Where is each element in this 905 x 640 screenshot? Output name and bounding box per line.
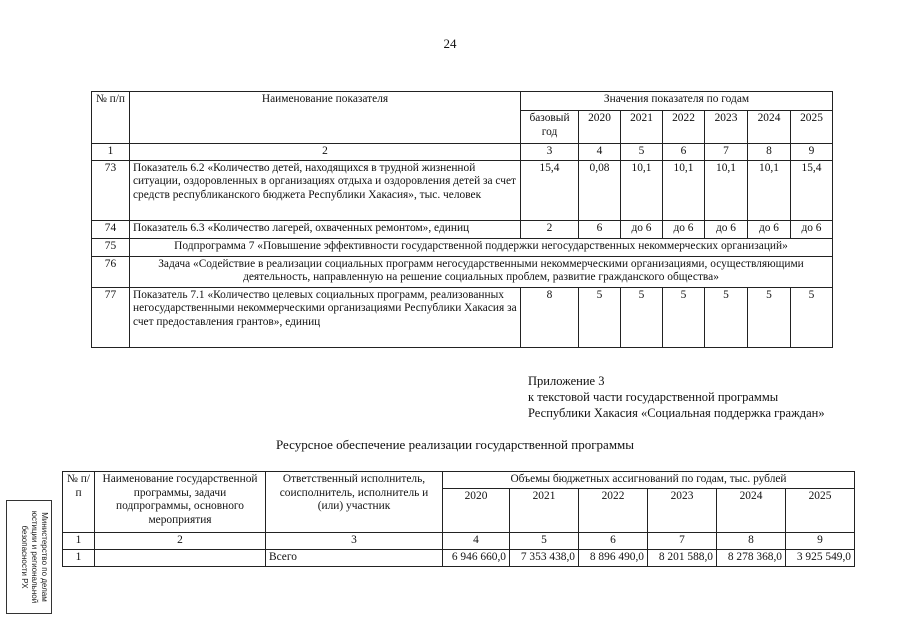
- header-year: 2025: [786, 489, 855, 533]
- value-cell: 15,4: [791, 160, 833, 220]
- budget-value: 8 278 368,0: [717, 549, 786, 566]
- header-year: 2025: [791, 111, 833, 144]
- page-number: 24: [443, 36, 457, 51]
- value-cell: 10,1: [663, 160, 705, 220]
- index-cell: 5: [510, 533, 579, 550]
- table-row: [92, 287, 833, 347]
- resource-title: Ресурсное обеспечение реализации государственной программы: [275, 437, 635, 452]
- header-base-year: базовый год: [521, 111, 579, 144]
- header-indicator-name: Наименование показателя: [130, 92, 521, 144]
- header-year: 2023: [648, 489, 717, 533]
- indicator-name: Показатель 7.1 «Количество целевых социальных программ, реализованных негосударственными некоммерческими организациями Республики Хакасия за счет предоставления грантов», единиц: [130, 287, 521, 347]
- index-cell: 9: [786, 533, 855, 550]
- header-num: № п/п: [63, 472, 95, 533]
- row-num: 77: [92, 287, 130, 347]
- value-cell: 10,1: [621, 160, 663, 220]
- index-cell: 6: [663, 144, 705, 161]
- task-title: Задача «Содействие в реализации социальных программ негосударственными некоммерческими организациями, осуществляющими деятельность, направленную на решение социальных проблем, развитие гражданского общества»: [130, 256, 833, 287]
- subprogram-title: Подпрограмма 7 «Повышение эффективности государственной поддержки негосударственных некоммерческих организаций»: [130, 238, 833, 256]
- index-cell: 8: [717, 533, 786, 550]
- program-name: [95, 549, 266, 566]
- stamp-line: юстиции и региональной: [30, 510, 39, 604]
- budget-value: 7 353 438,0: [510, 549, 579, 566]
- value-cell: до 6: [748, 220, 791, 238]
- executor-cell: Всего: [266, 549, 443, 566]
- row-num: 1: [63, 549, 95, 566]
- stamp-line: безопасности РХ: [20, 525, 29, 589]
- index-cell: 4: [579, 144, 621, 161]
- budget-value: 8 201 588,0: [648, 549, 717, 566]
- value-cell: до 6: [663, 220, 705, 238]
- appendix-line: Приложение 3: [528, 374, 605, 388]
- stamp-line: Министерство по делам: [40, 512, 49, 602]
- header-executor: Ответственный исполнитель, соисполнитель, исполнитель и (или) участник: [266, 472, 443, 533]
- header-year: 2023: [705, 111, 748, 144]
- budget-value: 6 946 660,0: [443, 549, 510, 566]
- stamp-text: [9, 501, 49, 613]
- value-cell: 10,1: [748, 160, 791, 220]
- budget-value: 3 925 549,0: [786, 549, 855, 566]
- value-cell: 0,08: [579, 160, 621, 220]
- value-cell: до 6: [705, 220, 748, 238]
- row-num: 73: [92, 160, 130, 220]
- table-row: [63, 549, 855, 566]
- indicator-name: Показатель 6.3 «Количество лагерей, охваченных ремонтом», единиц: [130, 220, 521, 238]
- value-cell: 2: [521, 220, 579, 238]
- index-row: [92, 144, 833, 161]
- header-year: 2022: [579, 489, 648, 533]
- row-num: 76: [92, 256, 130, 287]
- header-year: 2021: [510, 489, 579, 533]
- value-cell: 15,4: [521, 160, 579, 220]
- index-cell: 5: [621, 144, 663, 161]
- value-cell: 5: [579, 287, 621, 347]
- value-cell: 5: [621, 287, 663, 347]
- index-cell: 7: [705, 144, 748, 161]
- value-cell: 8: [521, 287, 579, 347]
- appendix-caption: [528, 373, 825, 421]
- budget-value: 8 896 490,0: [579, 549, 648, 566]
- value-cell: 5: [663, 287, 705, 347]
- header-year: 2020: [443, 489, 510, 533]
- row-num: 75: [92, 238, 130, 256]
- index-cell: 6: [579, 533, 648, 550]
- indicator-name: Показатель 6.2 «Количество детей, находящихся в трудной жизненной ситуации, оздоровленных в организациях отдыха и оздоровления детей за счет средств республиканского бюджета Республики Хакасия», тыс. человек: [130, 160, 521, 220]
- value-cell: 6: [579, 220, 621, 238]
- row-num: 74: [92, 220, 130, 238]
- index-row: [63, 533, 855, 550]
- header-budget-volumes: Объемы бюджетных ассигнований по годам, тыс. рублей: [443, 472, 855, 489]
- header-year: 2022: [663, 111, 705, 144]
- header-year: 2024: [748, 111, 791, 144]
- resource-table: [62, 471, 855, 567]
- ministry-stamp: [6, 500, 52, 614]
- value-cell: 10,1: [705, 160, 748, 220]
- appendix-line: Республики Хакасия «Социальная поддержка граждан»: [528, 406, 825, 420]
- table-row: [92, 220, 833, 238]
- table-row: [92, 238, 833, 256]
- header-num: № п/п: [92, 92, 130, 144]
- table-row: [92, 160, 833, 220]
- header-year: 2021: [621, 111, 663, 144]
- header-program-name: Наименование государственной программы, задачи подпрограммы, основного мероприятия: [95, 472, 266, 533]
- index-cell: 7: [648, 533, 717, 550]
- index-cell: 3: [521, 144, 579, 161]
- index-cell: 2: [95, 533, 266, 550]
- value-cell: до 6: [621, 220, 663, 238]
- indicators-table: [91, 91, 833, 348]
- header-values-by-year: Значения показателя по годам: [521, 92, 833, 111]
- index-cell: 9: [791, 144, 833, 161]
- table-row: [92, 256, 833, 287]
- header-year: 2020: [579, 111, 621, 144]
- index-cell: 1: [92, 144, 130, 161]
- appendix-line: к текстовой части государственной программы: [528, 390, 779, 404]
- header-year: 2024: [717, 489, 786, 533]
- index-cell: 1: [63, 533, 95, 550]
- value-cell: 5: [705, 287, 748, 347]
- index-cell: 2: [130, 144, 521, 161]
- value-cell: до 6: [791, 220, 833, 238]
- value-cell: 5: [748, 287, 791, 347]
- index-cell: 8: [748, 144, 791, 161]
- value-cell: 5: [791, 287, 833, 347]
- index-cell: 4: [443, 533, 510, 550]
- index-cell: 3: [266, 533, 443, 550]
